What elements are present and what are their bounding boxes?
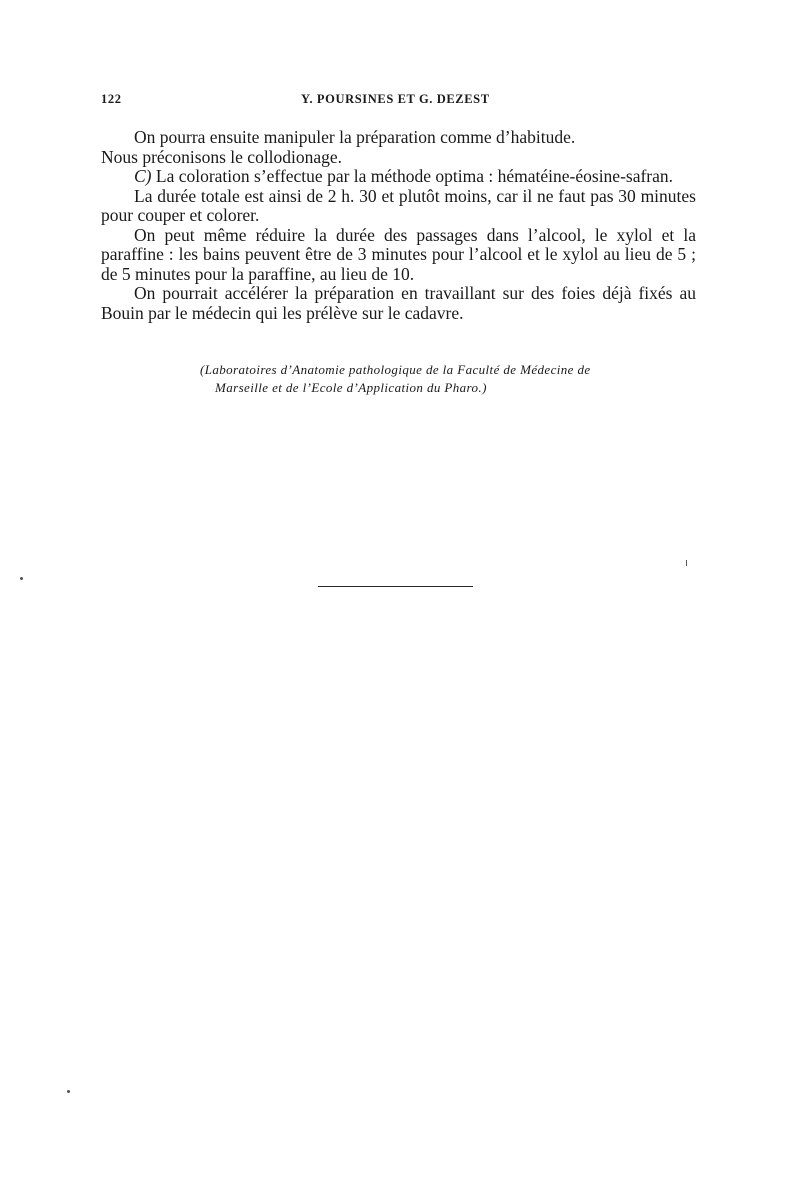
paragraph-text: On pourrait accélérer la préparation en travaillant sur des foies déjà fixés au Bouin par le médecin qui les prélève sur le cadavre. (101, 283, 696, 323)
paragraph-text: On pourra ensuite manipuler la préparation comme d’habitude. (134, 127, 576, 147)
page-number: 122 (101, 92, 122, 106)
paragraph-acceleration (101, 284, 696, 323)
paragraph-text: On peut même réduire la durée des passages dans l’alcool, le xylol et la paraffine : les bains peuvent être de 3 minutes pour l’alcool et le xylol au lieu de 5 ; de 5 minutes pour la paraffine, au lieu de 10. (101, 224, 696, 284)
end-of-article-rule (318, 586, 473, 587)
running-head: Y. POURSINES ET G. DEZEST (301, 92, 490, 106)
scan-speck (67, 1090, 70, 1093)
scan-speck (20, 577, 23, 580)
paragraph-text: Nous préconisons le collodionage. (101, 146, 343, 167)
paragraph-collodionage (101, 148, 696, 168)
affiliation-line-1: (Laboratoires d’Anatomie pathologique de la Faculté de Médecine de (200, 362, 591, 377)
paragraph-coloration (101, 167, 696, 187)
affiliation-line-2: Marseille et de l’Ecole d’Application du Pharo.) (215, 380, 487, 395)
body-text (101, 128, 696, 323)
affiliation-note (200, 361, 696, 397)
section-label: C) (134, 166, 152, 186)
paragraph-text: La coloration s’effectue par la méthode optima : hématéine-éosine-safran. (151, 166, 674, 186)
scan-speck (686, 560, 687, 566)
paragraph-reduction (101, 226, 696, 285)
paragraph-duration (101, 187, 696, 226)
paragraph-manipulation (101, 128, 696, 148)
page-header (101, 92, 696, 110)
paragraph-text: La durée totale est ainsi de 2 h. 30 et plutôt moins, car il ne faut pas 30 minutes pour couper et colorer. (101, 185, 696, 225)
